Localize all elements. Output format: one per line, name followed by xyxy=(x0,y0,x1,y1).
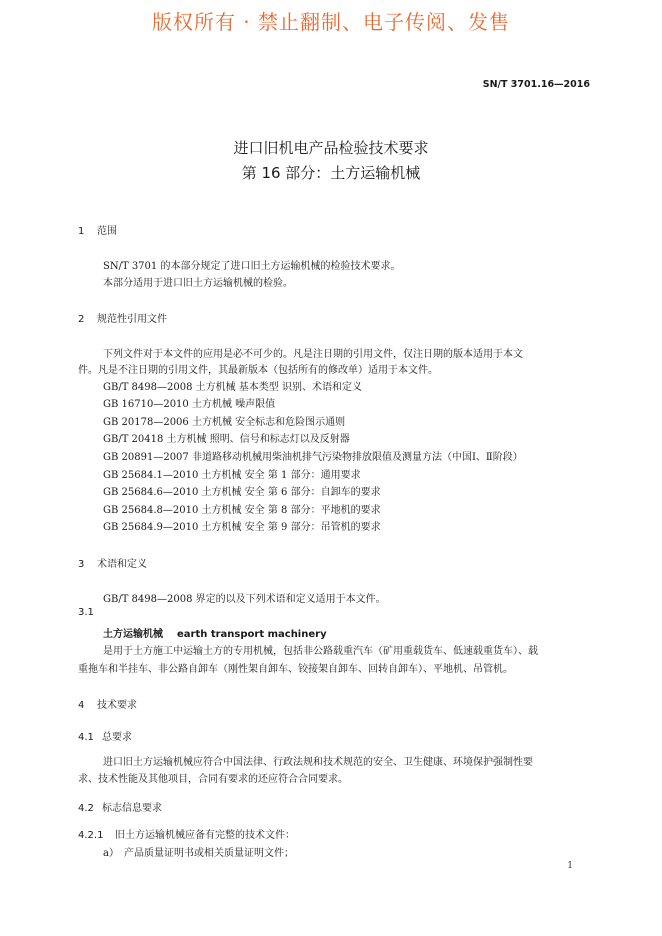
reference-item: GB 25684.1—2010 土方机械 安全 第 1 部分：通用要求 xyxy=(103,470,361,481)
clause-number: 4.2.1 xyxy=(78,830,104,841)
subsection-number: 4.2 xyxy=(78,803,94,814)
section-1-paragraph-1: SN/T 3701 的本部分规定了进口旧土方运输机械的检验技术要求。 xyxy=(103,261,401,272)
clause-4-2-1 xyxy=(78,826,295,841)
term-entry xyxy=(103,625,327,640)
section-number: 1 xyxy=(78,226,85,237)
subsection-4-1-line-2: 求、技术性能及其他项目，合同有要求的还应符合合同要求。 xyxy=(78,774,348,785)
section-2-intro-line-1: 下列文件对于本文件的应用是必不可少的。凡是注日期的引用文件，仅注日期的版本适用于本文 xyxy=(103,349,523,360)
section-number: 3 xyxy=(78,559,85,570)
subsection-title: 标志信息要求 xyxy=(102,803,162,814)
standard-code: SN/T 3701.16—2016 xyxy=(482,79,590,90)
section-title: 技术要求 xyxy=(97,700,137,711)
section-4-heading xyxy=(78,696,137,711)
section-3-paragraph: GB/T 8498—2008 界定的以及下列术语和定义适用于本文件。 xyxy=(103,594,386,605)
term-definition-line-2: 重拖车和半挂车、非公路自卸车（刚性架自卸车、铰接架自卸车、回转自卸车）、平地机、吊管机。 xyxy=(78,664,513,675)
copyright-watermark: 版权所有 · 禁止翻制、电子传阅、发售 xyxy=(151,10,511,34)
subsection-3-1-number: 3.1 xyxy=(78,607,94,618)
reference-item: GB/T 20418 土方机械 照明、信号和标志灯以及反射器 xyxy=(103,434,350,445)
section-number: 4 xyxy=(78,700,85,711)
section-title: 范围 xyxy=(97,226,117,237)
subsection-number: 4.1 xyxy=(78,732,94,743)
subsection-4-1-line-1: 进口旧土方运输机械应符合中国法律、行政法规和技术规范的安全、卫生健康、环境保护强制性要 xyxy=(103,757,533,768)
section-1-heading xyxy=(78,222,117,237)
page-number: 1 xyxy=(567,861,573,871)
document-subtitle: 第 16 部分：土方运输机械 xyxy=(241,164,421,182)
section-3-heading xyxy=(78,555,147,570)
reference-item: GB 16710—2010 土方机械 噪声限值 xyxy=(103,399,276,410)
term-definition-line-1: 是用于土方施工中运输土方的专用机械，包括非公路载重汽车（矿用重载货车、低速载重货车）、载 xyxy=(103,646,538,657)
term-english: earth transport machinery xyxy=(177,629,327,640)
reference-item: GB 20178—2006 土方机械 安全标志和危险图示通则 xyxy=(103,417,346,428)
subsection-title: 总要求 xyxy=(102,732,132,743)
list-item-label: a） xyxy=(103,848,119,859)
list-item-text: 产品质量证明书或相关质量证明文件； xyxy=(124,848,294,859)
section-2-intro-line-2: 件。凡是不注日期的引用文件，其最新版本（包括所有的修改单）适用于本文件。 xyxy=(78,365,438,376)
section-number: 2 xyxy=(78,314,85,325)
reference-item: GB 25684.8—2010 土方机械 安全 第 8 部分：平地机的要求 xyxy=(103,505,381,516)
section-2-heading xyxy=(78,310,167,325)
document-title: 进口旧机电产品检验技术要求 xyxy=(233,139,429,157)
section-title: 术语和定义 xyxy=(97,559,147,570)
clause-text: 旧土方运输机械应备有完整的技术文件： xyxy=(115,830,295,841)
term-chinese: 土方运输机械 xyxy=(103,629,163,640)
reference-item: GB 25684.6—2010 土方机械 安全 第 6 部分：自卸车的要求 xyxy=(103,487,381,498)
subsection-4-2-heading xyxy=(78,799,162,814)
reference-item: GB/T 8498—2008 土方机械 基本类型 识别、术语和定义 xyxy=(103,382,362,393)
reference-item: GB 20891—2007 非道路移动机械用柴油机排气污染物排放限值及测量方法（中国Ⅰ、Ⅱ阶段） xyxy=(103,452,523,463)
reference-item: GB 25684.9—2010 土方机械 安全 第 9 部分：吊管机的要求 xyxy=(103,522,381,533)
section-1-paragraph-2: 本部分适用于进口旧土方运输机械的检验。 xyxy=(103,278,293,289)
section-title: 规范性引用文件 xyxy=(97,314,167,325)
list-item-a xyxy=(103,844,294,859)
subsection-4-1-heading xyxy=(78,728,132,743)
